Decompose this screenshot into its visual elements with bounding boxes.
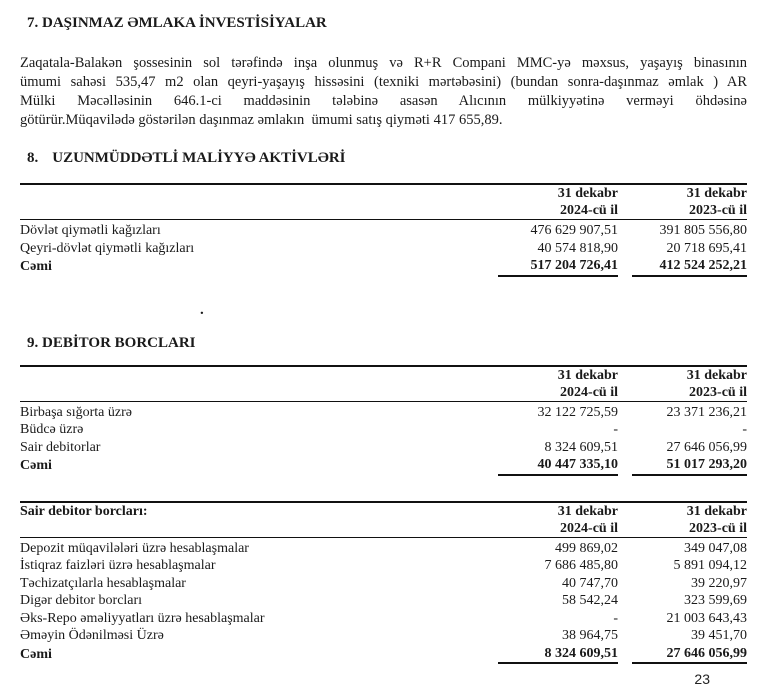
row-value-2023: 51 017 293,20 bbox=[632, 456, 747, 475]
row-value-2024: 40 447 335,10 bbox=[498, 456, 618, 475]
table-body bbox=[20, 537, 747, 663]
row-label: Cəmi bbox=[20, 646, 52, 662]
table-row bbox=[20, 240, 747, 258]
row-value-2024: 8 324 609,51 bbox=[498, 645, 618, 664]
section-9-heading: 9. DEBİTOR BORCLARI bbox=[27, 334, 196, 351]
table-row bbox=[20, 220, 747, 240]
row-value-2023: 5 891 094,12 bbox=[673, 558, 747, 573]
column-header-line: 31 dekabr bbox=[557, 367, 618, 383]
column-gap bbox=[618, 645, 632, 664]
column-header-2024 bbox=[498, 184, 618, 220]
row-value-2024: 517 204 726,41 bbox=[498, 257, 618, 276]
table-long-term-financial-assets bbox=[20, 183, 747, 277]
column-header-line: 31 dekabr bbox=[557, 186, 618, 201]
row-value-2023: 412 524 252,21 bbox=[632, 257, 747, 276]
table-body bbox=[20, 220, 747, 276]
column-header-line: 31 dekabr bbox=[686, 367, 747, 383]
row-label: İstiqraz faizləri üzrə hesablaşmalar bbox=[20, 558, 216, 573]
row-label: Depozit müqavilələri üzrə hesablaşmalar bbox=[20, 540, 249, 556]
column-header-2023 bbox=[632, 366, 747, 402]
row-value-2023: 27 646 056,99 bbox=[632, 645, 747, 664]
row-value-2023: 349 047,08 bbox=[684, 540, 747, 556]
row-label: Təchizatçılarla hesablaşmalar bbox=[20, 575, 186, 591]
row-label: Cəmi bbox=[20, 458, 52, 473]
section-7-paragraph bbox=[20, 54, 747, 130]
table-row bbox=[20, 537, 747, 557]
column-gap bbox=[618, 220, 632, 240]
column-gap bbox=[618, 439, 632, 457]
table-body bbox=[20, 401, 747, 475]
column-gap bbox=[618, 366, 632, 402]
table-title-cell: Sair debitor borcları: bbox=[20, 502, 498, 538]
row-value-2023: 39 220,97 bbox=[691, 575, 747, 591]
column-header-line: 2024-cü il bbox=[560, 520, 618, 536]
column-header-line: 2023-cü il bbox=[689, 203, 747, 218]
column-gap bbox=[618, 456, 632, 475]
row-value-2023: 20 718 695,41 bbox=[666, 240, 747, 256]
table-title-cell bbox=[20, 184, 498, 220]
row-value-2023: 391 805 556,80 bbox=[659, 223, 747, 238]
column-header-2023 bbox=[632, 502, 747, 538]
column-header-line: 2024-cü il bbox=[560, 384, 618, 400]
row-value-2024: 8 324 609,51 bbox=[544, 439, 618, 455]
row-label: Qeyri-dövlət qiymətli kağızları bbox=[20, 240, 195, 256]
row-label: Sair debitorlar bbox=[20, 439, 101, 455]
table-other-receivables bbox=[20, 501, 747, 665]
column-gap bbox=[618, 257, 632, 276]
row-label: Digər debitor borcları bbox=[20, 593, 143, 608]
row-value-2024: 40 574 818,90 bbox=[537, 240, 618, 256]
table-header bbox=[20, 184, 747, 220]
column-header-line: 31 dekabr bbox=[686, 186, 747, 201]
row-value-2024: 32 122 725,59 bbox=[537, 404, 618, 420]
table-row bbox=[20, 627, 747, 645]
row-label: Büdcə üzrə bbox=[20, 422, 84, 437]
column-gap bbox=[618, 575, 632, 593]
column-header-2024 bbox=[498, 366, 618, 402]
table-row bbox=[20, 575, 747, 593]
row-value-2024: 476 629 907,51 bbox=[530, 223, 618, 238]
row-value-2024: - bbox=[613, 610, 618, 626]
table-title-cell bbox=[20, 366, 498, 402]
paragraph-line: Mülki Məcəlləsinin 646.1-ci maddəsinin tələbinə asasən Alıcının mülkiyyətinə verməyi öhdəsinə bbox=[20, 93, 747, 109]
table-receivables bbox=[20, 365, 747, 476]
row-value-2023: - bbox=[742, 422, 747, 437]
table-header bbox=[20, 502, 747, 538]
row-label: Birbaşa sığorta üzrə bbox=[20, 404, 132, 420]
table-total-row bbox=[20, 257, 747, 276]
table-row bbox=[20, 439, 747, 457]
row-value-2024: 7 686 485,80 bbox=[544, 558, 618, 573]
row-value-2023: 27 646 056,99 bbox=[666, 439, 747, 455]
row-value-2024: 499 869,02 bbox=[555, 540, 618, 556]
row-value-2024: - bbox=[613, 422, 618, 437]
column-gap bbox=[618, 537, 632, 557]
column-gap bbox=[618, 592, 632, 610]
table-header bbox=[20, 366, 747, 402]
column-header-2024 bbox=[498, 502, 618, 538]
row-label: Dövlət qiymətli kağızları bbox=[20, 223, 161, 238]
row-value-2023: 23 371 236,21 bbox=[666, 404, 747, 420]
column-gap bbox=[618, 610, 632, 628]
heading-title: UZUNMÜDDƏTLİ MALİYYƏ AKTİVLƏRİ bbox=[52, 150, 346, 166]
row-value-2023: 21 003 643,43 bbox=[666, 610, 747, 626]
column-header-line: 2023-cü il bbox=[689, 384, 747, 400]
row-value-2024: 38 964,75 bbox=[562, 628, 618, 643]
table-total-row bbox=[20, 645, 747, 664]
row-label: Cəmi bbox=[20, 259, 52, 274]
paragraph-line: götürür.Müqavilədə göstərilən daşınmaz əmlakın ümumi satış qiyməti 417 655,89. bbox=[20, 112, 503, 128]
section-8-heading bbox=[27, 150, 747, 167]
column-gap bbox=[618, 627, 632, 645]
heading-number: 8. bbox=[27, 150, 39, 166]
row-value-2024: 40 747,70 bbox=[562, 575, 618, 591]
column-header-line: 2024-cü il bbox=[560, 203, 618, 218]
column-gap bbox=[618, 557, 632, 575]
row-value-2023: 39 451,70 bbox=[691, 628, 747, 643]
table-total-row bbox=[20, 456, 747, 475]
table-row bbox=[20, 610, 747, 628]
table-row bbox=[20, 592, 747, 610]
table-row bbox=[20, 421, 747, 439]
table-row bbox=[20, 557, 747, 575]
row-label: Əməyin Ödənilməsi Üzrə bbox=[20, 628, 164, 643]
row-value-2023: 323 599,69 bbox=[684, 593, 747, 608]
column-gap bbox=[618, 421, 632, 439]
column-header-line: 2023-cü il bbox=[689, 520, 747, 536]
column-header-line: 31 dekabr bbox=[557, 503, 618, 519]
page-number: 23 bbox=[694, 671, 710, 687]
paragraph-line: Zaqatala-Balakən şossesinin sol tərəfində inşa olunmuş və R+R Compani MMC-yə məxsus, yaşayış binasının bbox=[20, 55, 747, 71]
column-gap bbox=[618, 401, 632, 421]
paragraph-line: ümumi sahəsi 535,47 m2 olan qeyri-yaşayış hissəsini (texniki mərtəbəsini) (bundan sonra-daşınmaz əmlak ) AR bbox=[20, 74, 747, 90]
column-header-line: 31 dekabr bbox=[686, 503, 747, 519]
column-header-2023 bbox=[632, 184, 747, 220]
column-gap bbox=[618, 240, 632, 258]
section-7-heading: 7. DAŞINMAZ ƏMLAKA İNVESTİSİYALAR bbox=[27, 15, 327, 31]
column-gap bbox=[618, 184, 632, 220]
row-value-2024: 58 542,24 bbox=[562, 593, 618, 608]
row-label: Əks-Repo əməliyyatları üzrə hesablaşmalar bbox=[20, 610, 265, 626]
table-row bbox=[20, 401, 747, 421]
column-gap bbox=[618, 502, 632, 538]
stray-period: . bbox=[200, 301, 204, 318]
